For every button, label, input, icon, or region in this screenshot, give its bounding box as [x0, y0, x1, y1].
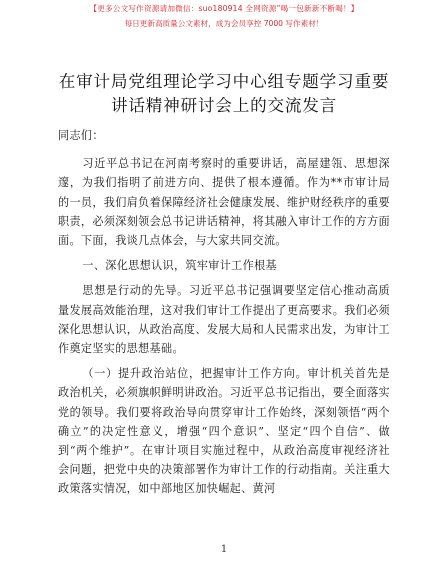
header-banner: [0, 4, 448, 30]
section-heading: 一、深化思想认识，筑牢审计工作根基: [82, 259, 277, 273]
paragraph-section-intro: 思想是行动的先导。习近平总书记强调要坚定信心推动高质量发展高效能治理，这对我们审计工作提出了更高要求。我们必须深化思想认识，从政治高度、发展大局和人民需求出发，为审计工作奠定坚实的思想基础。: [58, 284, 390, 356]
banner-line-1: 【更多公文写作资源请加微信：suo180914 全网资源”喝一包新新不断喝！】: [89, 4, 359, 13]
document-body: [58, 126, 390, 505]
paragraph-subsection-1: （一）提升政治站位，把握审计工作方向。审计机关首先是政治机关，必须旗帜鲜明讲政治。习近平总书记指出，要全面落实党的领导。我们要将政治导向贯穿审计工作始终，深刻领悟“两个确立”的决定性意义，增强“四个意识”、坚定“四个自信”、做到“两个维护”。在审计项目实施过程中，从政治高度审视经济社会问题，把党中央的决策部署作为审计工作的行动指南。关注重大政策落实情况，如中部地区加快崛起、黄河: [58, 367, 390, 496]
paragraph-intro: 习近平总书记在河南考察时的重要讲话，高屋建瓴、思想深邃，为我们指明了前进方向、提供了根本遵循。作为**市审计局的一员，我们肩负着保障经济社会健康发展、维护财经秩序的重要职责，必须深刻领会总书记讲话精神，将其融入审计工作的方方面面。下面，我谈几点体会，与大家共同交流。: [58, 157, 390, 248]
greeting: 同志们：: [58, 129, 104, 142]
document-title: 在审计局党组理论学习中心组专题学习重要讲话精神研讨会上的交流发言: [58, 72, 390, 115]
page-number: 1: [220, 544, 228, 555]
banner-line-2: 每日更新高质量公文素材，成为会员享控 7000 写作素材！: [124, 19, 324, 28]
